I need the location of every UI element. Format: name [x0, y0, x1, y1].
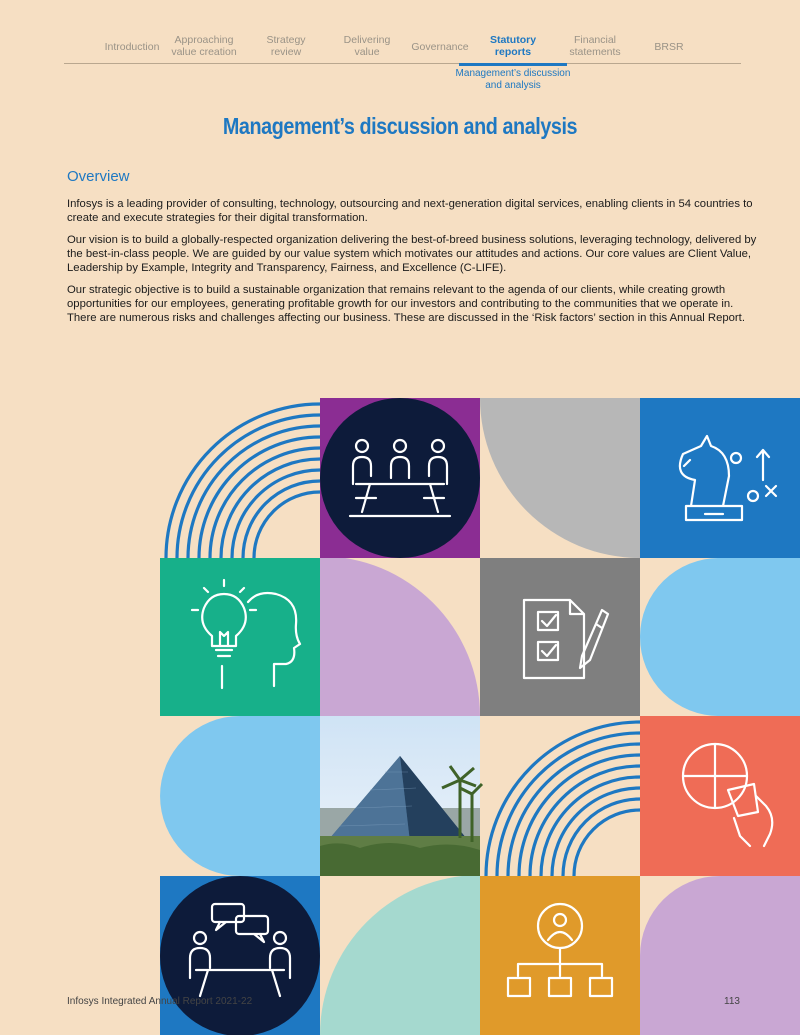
nav-item-strategy-review[interactable]: Strategy review — [266, 34, 306, 58]
nav-bar — [64, 34, 741, 64]
nav-item-approaching-value-creation[interactable]: Approaching value creation — [171, 34, 237, 58]
nav-item-delivering-value[interactable]: Delivering value — [343, 34, 391, 58]
discussion-tile — [160, 876, 320, 1035]
nav-item-statutory-reports[interactable]: Statutory reports — [489, 34, 537, 58]
nav-item-financial-statements[interactable]: Financial statements — [569, 34, 621, 58]
nav-item-introduction[interactable]: Introduction — [104, 41, 160, 53]
pyramid-photo-tile — [320, 716, 482, 876]
analytics-tile — [640, 716, 800, 876]
paragraph: Our strategic objective is to build a sustainable organization that remains relevant to the agenda of our clients, while creating growth opportunities for our employees, generating profitable growth for our investors and contributing to the communities that we operate in. There are numerous risks and challenges affecting our business. These are discussed in the ‘Risk factors’ section in this Annual Report. — [67, 284, 745, 324]
paragraph: Infosys is a leading provider of consulting, technology, outsourcing and next-generation digital services, enabling clients in 54 countries to create and execute strategies for their digital transformation. — [67, 198, 753, 224]
paragraph: Our vision is to build a globally-respected organization delivering the best-of-breed business solutions, leveraging technology, delivered by the best-in-class people. We are guided by our value system which motivates our attitudes and actions. Our core values are Client Value, Leadership by Example, Integrity and Transparency, Fairness, and Excellence (C-LIFE). — [67, 234, 757, 274]
overview-body — [67, 197, 757, 333]
subnav-item-mda[interactable]: Management’s discussion and analysis — [455, 68, 571, 91]
footer-report-name: Infosys Integrated Annual Report 2021-22 — [67, 996, 253, 1007]
org-chart-tile — [480, 876, 640, 1035]
nav-divider — [64, 63, 741, 64]
section-heading-overview: Overview — [67, 168, 130, 185]
nav-item-governance[interactable]: Governance — [411, 41, 469, 53]
idea-tile — [160, 558, 320, 716]
strategy-tile — [640, 398, 800, 558]
checklist-tile — [480, 558, 640, 716]
footer-page-number: 113 — [724, 996, 740, 1007]
meeting-table-tile — [320, 398, 480, 558]
lightblue-arc-tile — [640, 558, 800, 716]
decorative-illustration-grid — [160, 398, 800, 1035]
nav-item-brsr[interactable]: BRSR — [654, 41, 684, 53]
nav-active-indicator — [459, 63, 567, 66]
lilac-pill-tile — [640, 876, 800, 1035]
lightblue-half-tile — [160, 716, 320, 876]
page-title: Management’s discussion and analysis — [222, 113, 578, 139]
